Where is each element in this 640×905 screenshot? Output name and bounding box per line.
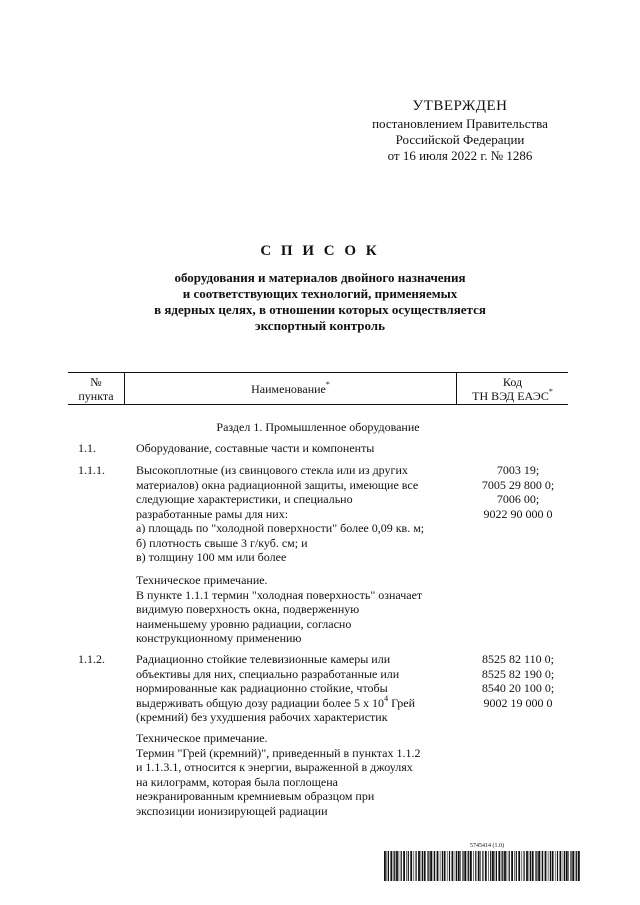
barcode-bar (478, 851, 480, 881)
barcode-bar (408, 851, 409, 881)
barcode-bar (538, 851, 540, 881)
barcode-bar (399, 851, 400, 881)
barcode-bar (410, 851, 412, 881)
barcode-bar (545, 851, 547, 881)
subtitle-line: в ядерных целях, в отношении которых осуществляется (154, 302, 486, 317)
subtitle-line: экспортный контроль (255, 318, 385, 333)
barcode-bar (575, 851, 576, 881)
tn-ved-code: 8540 20 100 0; (481, 681, 555, 695)
header-code-label: Код (502, 374, 523, 389)
item-text-line: а) площадь по "холодной поверхности" более 0,09 кв. м; (136, 521, 425, 535)
barcode-bar (568, 851, 569, 881)
barcode-bar (529, 851, 530, 881)
section-heading: Раздел 1. Промышленное оборудование (216, 420, 420, 434)
item-text-line: б) плотность свыше 3 г/куб. см; и (136, 535, 308, 550)
barcode-bar (501, 851, 502, 881)
barcode-bar (541, 851, 542, 881)
barcode-bar (550, 851, 551, 881)
barcode-bar (434, 851, 435, 881)
barcode-icon (384, 851, 580, 881)
barcode-bar (492, 851, 494, 881)
barcode-bar (578, 851, 580, 881)
note-title: Техническое примечание. (136, 731, 268, 745)
item-text (136, 463, 456, 565)
tn-ved-code: 7005 29 800 0; (481, 477, 555, 492)
item-text-line: в) толщину 100 мм или более (136, 550, 287, 564)
barcode-bar (555, 851, 556, 881)
barcode-bar (496, 851, 497, 881)
barcode-bar (456, 851, 457, 881)
technical-note (136, 731, 456, 818)
barcode-bar (548, 851, 549, 881)
barcode-bar (557, 851, 558, 881)
barcode-bar (511, 851, 513, 881)
barcode-bar (570, 851, 571, 881)
header-number-label: пункта (78, 388, 114, 403)
barcode-bar (388, 851, 389, 881)
barcode-bar (458, 851, 460, 881)
barcode-bar (516, 851, 517, 881)
item-text-line: Оборудование, составные части и компоненты (136, 441, 375, 455)
technical-note (136, 573, 456, 646)
barcode-bar (437, 851, 439, 881)
header-number-symbol: № (90, 374, 102, 389)
tn-ved-code: 9022 90 000 0 (483, 506, 553, 521)
document-title: С П И С О К (260, 243, 380, 259)
barcode-bar (421, 851, 422, 881)
column-header-number (68, 373, 125, 404)
barcode-bar (393, 851, 394, 881)
barcode-bar (447, 851, 448, 881)
item-text-line: нормированные как радиационно стойкие, чтобы (136, 681, 388, 695)
barcode-bar (482, 851, 483, 881)
barcode-bar (442, 851, 443, 881)
barcode-bar (387, 851, 388, 881)
barcode-bar (396, 851, 398, 881)
approval-block (330, 98, 590, 164)
note-line: Термин "Грей (кремний)", приведенный в пунктах 1.1.2 (136, 745, 421, 760)
barcode-bar (542, 851, 543, 881)
barcode-bar (422, 851, 423, 881)
barcode-bar (414, 851, 415, 881)
item-text-line: объективы для них, специально разработанные или (136, 666, 400, 681)
barcode-bar (473, 851, 474, 881)
unit-text: Грей (388, 695, 415, 710)
subtitle-line: и соответствующих технологий, применяемых (182, 286, 458, 301)
item-codes (463, 463, 573, 521)
barcode-bar (502, 851, 503, 881)
note-line: на килограмм, которая была поглощена (136, 774, 338, 789)
footnote-mark: * (325, 379, 330, 389)
subtitle-line: оборудования и материалов двойного назначения (174, 270, 466, 285)
item-text-line: следующие характеристики, и специально (136, 492, 353, 506)
barcode-bar (467, 851, 468, 881)
column-header-name (125, 373, 457, 404)
barcode-bar (524, 851, 525, 881)
exponent: 4 (384, 693, 389, 703)
document-id: 5745414 (1.0) (470, 843, 504, 849)
barcode-bar (440, 851, 441, 881)
note-line: экспозиции ионизирующей радиации (136, 803, 328, 818)
barcode-bar (480, 851, 481, 881)
item-number: 1.1. (78, 441, 96, 455)
barcode-bar (449, 851, 450, 881)
note-line: и 1.1.3.1, относится к энергии, выраженной в джоулях (136, 760, 413, 774)
barcode-bar (430, 851, 432, 881)
barcode-bar (566, 851, 568, 881)
item-text-line: разработанные рамы для них: (136, 506, 289, 521)
tn-ved-code: 7003 19; (496, 463, 540, 477)
barcode-bar (416, 851, 417, 881)
barcode-bar (498, 851, 500, 881)
barcode-bar (563, 851, 564, 881)
barcode-bar (384, 851, 386, 881)
barcode-bar (514, 851, 515, 881)
item-codes (463, 652, 573, 710)
barcode-bar (394, 851, 395, 881)
header-name-label: Наименование (251, 381, 326, 396)
item-text-line: Радиационно стойкие телевизионные камеры или (136, 652, 391, 666)
note-line: видимую поверхность окна, подверженную (136, 602, 360, 616)
tn-ved-code: 9002 19 000 0 (483, 695, 553, 710)
barcode-bar (460, 851, 461, 881)
document-subtitle (100, 270, 540, 334)
barcode-bar (509, 851, 510, 881)
barcode-bar (532, 851, 534, 881)
note-title: Техническое примечание. (136, 573, 268, 587)
note-line: наименьшему уровню радиации, согласно (136, 616, 352, 631)
barcode-bar (452, 851, 454, 881)
tn-ved-code: 7006 00; (496, 492, 540, 506)
item-number: 1.1.1. (78, 463, 105, 477)
barcode-bar (485, 851, 487, 881)
barcode-bar (504, 851, 506, 881)
tn-ved-code: 8525 82 110 0; (482, 652, 554, 666)
note-line: В пункте 1.1.1 термин "холодная поверхность" означает (136, 587, 423, 602)
barcode-bar (444, 851, 446, 881)
barcode-bar (475, 851, 476, 881)
barcode-bar (406, 851, 407, 881)
approval-line-1: постановлением Правительства (372, 116, 548, 131)
item-number: 1.1.2. (78, 652, 105, 666)
column-header-code (457, 373, 568, 404)
approval-line-2: Российской Федерации (395, 132, 525, 147)
item-text-line: (кремний) без ухудшения рабочих характеристик (136, 710, 388, 724)
barcode-bar (462, 851, 463, 881)
barcode-bar (518, 851, 520, 881)
tn-ved-code: 8525 82 190 0; (481, 666, 555, 681)
item-text-line (136, 693, 456, 711)
barcode-bar (535, 851, 536, 881)
barcode-bar (464, 851, 466, 881)
barcode-bar (572, 851, 574, 881)
item-text (136, 652, 456, 725)
dose-text: выдерживать общую дозу радиации более 5 x 10 (136, 695, 385, 710)
barcode-bar (428, 851, 429, 881)
footnote-mark: * (548, 386, 553, 396)
barcode-bar (427, 851, 428, 881)
item-text (136, 441, 456, 456)
note-line: конструкционному применению (136, 631, 302, 645)
barcode-bar (390, 851, 392, 881)
barcode-bar (488, 851, 489, 881)
barcode-bar (507, 851, 508, 881)
barcode-bar (560, 851, 562, 881)
barcode-bar (522, 851, 523, 881)
item-text-line: материалов) окна радиационной защиты, имеющие все (136, 477, 419, 492)
barcode-bar (455, 851, 456, 881)
barcode-bar (495, 851, 496, 881)
barcode-bar (470, 851, 472, 881)
barcode-bar (536, 851, 537, 881)
barcode-bar (490, 851, 491, 881)
barcode-bar (530, 851, 531, 881)
barcode-bar (468, 851, 469, 881)
approval-title: УТВЕРЖДЕН (412, 98, 508, 114)
table-header (68, 372, 568, 405)
note-line: неэкранированным кремниевым образцом при (136, 789, 375, 803)
header-code-system: ТН ВЭД ЕАЭС (472, 388, 549, 403)
barcode-bar (418, 851, 420, 881)
item-text-line: Высокоплотные (из свинцового стекла или из других (136, 463, 408, 477)
barcode-bar (552, 851, 554, 881)
barcode-bar (564, 851, 565, 881)
barcode-bar (576, 851, 577, 881)
barcode-bar (403, 851, 405, 881)
approval-line-3: от 16 июля 2022 г. № 1286 (387, 148, 533, 163)
barcode-bar (424, 851, 426, 881)
barcode-bar (526, 851, 528, 881)
barcode-bar (401, 851, 402, 881)
barcode-bar (433, 851, 434, 881)
